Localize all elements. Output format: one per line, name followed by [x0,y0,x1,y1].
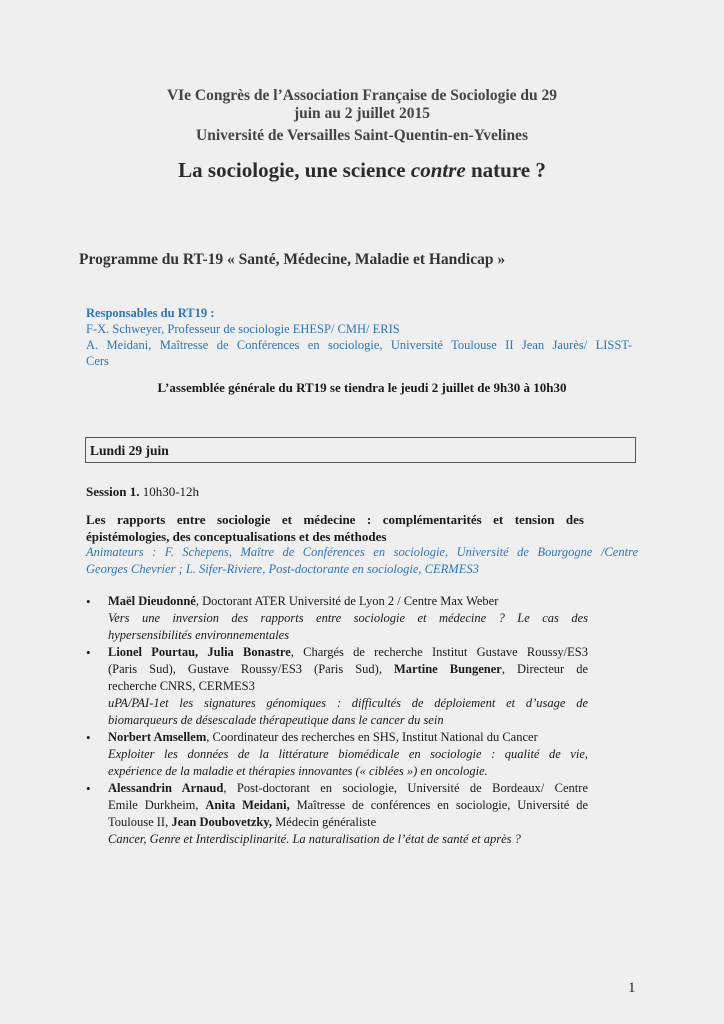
author-affiliation: (Paris Sud), Gustave Roussy/ES3 (Paris Sud), [108,662,394,676]
talk-title-line-1: uPA/PAI-1et les signatures génomiques : difficultés de déploiement et d’usage de [108,696,588,710]
session-time: 10h30-12h [139,484,200,499]
main-title-emphasis: contre [410,158,466,182]
talk-author-line [108,644,588,661]
author-name: Jean Doubovetzky, [171,815,273,829]
author-affiliation: Maîtresse de conférences en sociologie, Université de [289,798,588,812]
talk-title-line-2: expérience de la maladie et thérapies innovantes (« ciblées ») en oncologie. [108,764,488,778]
main-title [0,157,724,183]
bullet-icon: • [86,594,91,609]
session-heading [86,484,199,500]
bullet-icon: • [86,781,91,796]
responsables-title: Responsables du RT19 : [86,306,215,320]
bullet-icon: • [86,645,91,660]
author-affiliation: , Post-doctorant en sociologie, Université de Bordeaux/ Centre [223,781,588,795]
session-label: Session 1. [86,484,140,499]
talk-author-line [108,797,588,814]
author-name: Martine Bungener [394,662,502,676]
talk-author-line [108,729,588,746]
main-title-pre: La sociologie, une science [178,158,411,182]
assemblee-generale-note: L’assemblée générale du RT19 se tiendra le jeudi 2 juillet de 9h30 à 10h30 [157,380,567,395]
author-affiliation: Médecin généraliste [272,815,377,829]
talk-title-line-2: biomarqueurs de désescalade thérapeutique dans le cancer du sein [108,713,444,727]
author-affiliation: , Directeur de [501,662,588,676]
talk-author-line [108,814,588,831]
responsable-2-cont: Cers [86,354,109,368]
session-theme-line-2: épistémologies, des conceptualisations et des méthodes [86,529,387,544]
congress-title-line-2: juin au 2 juillet 2015 [293,105,431,122]
author-name: Alessandrin Arnaud [108,781,224,795]
animateurs-line-2: Georges Chevrier ; L. Sifer-Riviere, Post-doctorante en sociologie, CERMES3 [86,562,479,576]
author-name: Lionel Pourtau, Julia Bonastre [108,645,291,659]
day-label: Lundi 29 juin [90,443,169,458]
session-theme-line-1: Les rapports entre sociologie et médecine : complémentarités et tension des [86,512,584,527]
talk-author-line [108,593,588,610]
author-affiliation: , Coordinateur des recherches en SHS, Institut National du Cancer [206,730,538,744]
talk-author-line [108,780,588,797]
bullet-icon: • [86,730,91,745]
talk-title-line-2: hypersensibilités environnementales [108,628,290,642]
animateurs-line-1: Animateurs : F. Schepens, Maître de Conférences en sociologie, Université de Bourgogne /Centre [86,545,638,559]
responsable-1: F-X. Schweyer, Professeur de sociologie EHESP/ CMH/ ERIS [86,322,400,336]
programme-title: Programme du RT-19 « Santé, Médecine, Maladie et Handicap » [79,251,506,268]
talk-text [108,593,588,644]
talk-title-line-1: Cancer, Genre et Interdisciplinarité. La naturalisation de l’état de santé et après ? [108,832,521,846]
university-name: Université de Versailles Saint-Quentin-en-Yvelines [196,127,528,144]
talk-title-line-1: Exploiter les données de la littérature biomédicale en sociologie : qualité de vie, [108,747,588,761]
author-name: Anita Meidani, [205,798,290,812]
author-affiliation: , Chargés de recherche Institut Gustave Roussy/ES3 [290,645,588,659]
author-affiliation: Toulouse II, [108,815,172,829]
main-title-post: nature ? [465,158,546,182]
author-affiliation: Emile Durkheim, [108,798,206,812]
session-theme [86,511,584,545]
talk-title-line-1: Vers une inversion des rapports entre sociologie et médecine ? Le cas des [108,611,588,625]
author-name: Maël Dieudonné [108,594,196,608]
session-animateurs [86,544,638,578]
talk-text [108,729,588,780]
responsable-2: A. Meidani, Maîtresse de Conférences en sociologie, Université Toulouse II Jean Jaurès/ LISST- [86,338,632,352]
day-header-box [85,437,636,463]
author-affiliation: , Doctorant ATER Université de Lyon 2 / Centre Max Weber [195,594,499,608]
page-number: 1 [628,980,636,996]
talk-author-line: recherche CNRS, CERMES3 [108,679,255,693]
author-name: Norbert Amsellem [108,730,207,744]
talk-text [108,780,588,848]
talk-author-line [108,661,588,678]
congress-title-line-1: VIe Congrès de l’Association Française de Sociologie du 29 [166,87,558,104]
talk-text [108,644,588,729]
